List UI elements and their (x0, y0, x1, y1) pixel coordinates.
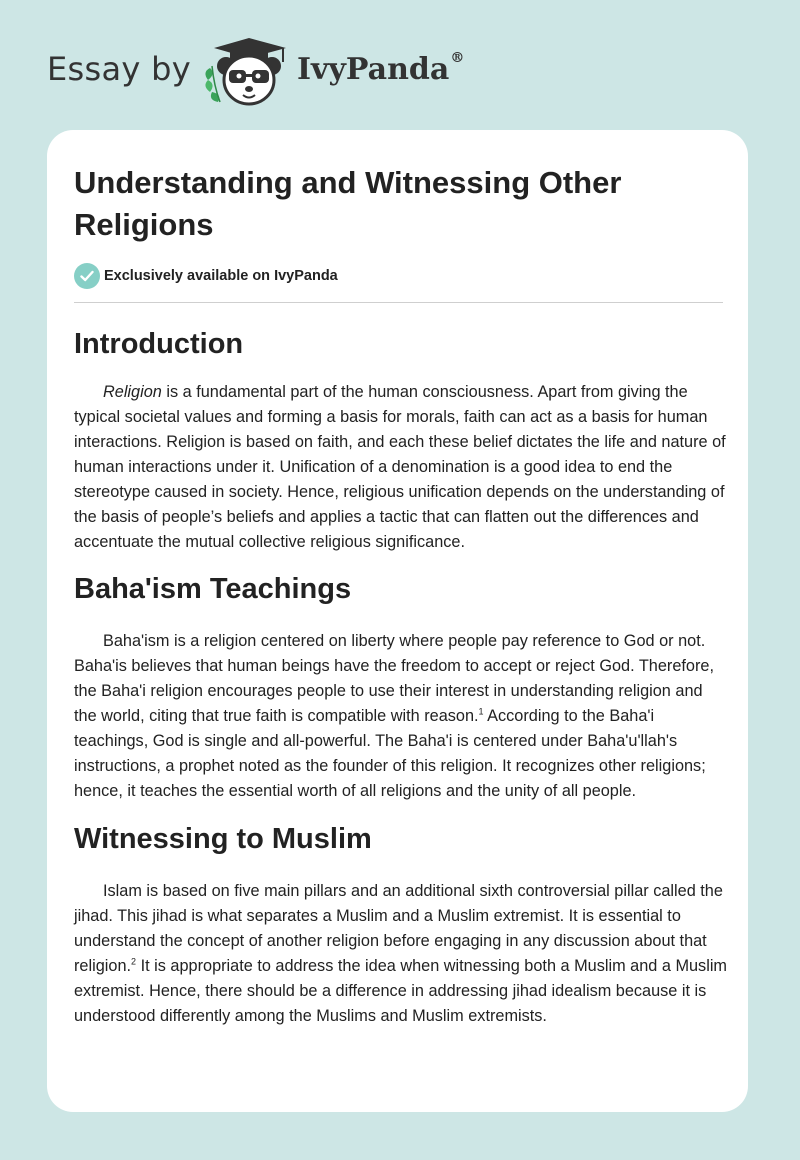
ivy-leaf-icon (205, 66, 220, 102)
section-heading: Introduction (74, 328, 244, 360)
section-heading: Baha'ism Teachings (74, 573, 352, 605)
section-witnessing-to-muslim (74, 821, 728, 1029)
section-introduction (74, 326, 728, 555)
article-card (47, 130, 748, 1112)
registered-mark: ® (450, 50, 465, 66)
section-paragraph (74, 380, 728, 555)
essay-by-label: Essay by (47, 50, 191, 88)
exclusive-badge (74, 263, 338, 289)
exclusive-label: Exclusively available on IvyPanda (104, 268, 338, 284)
article-title: Understanding and Witnessing Other Religions (74, 165, 622, 242)
section-heading: Witnessing to Muslim (74, 823, 372, 855)
paragraph-text: is a fundamental part of the human consciousness. Apart from giving the typical societal values and forming a basis for morals, faith can act as a basis for human interactions. Religion is based on faith, and each these belief dictates the life and nature of human interactions under it. Unification of a denomination is a good idea to end the stereotype caused in society. Hence, religious unification depends on the understanding of the basis of people’s beliefs and applies a tactic that can flatten out the differences and accentuate the mutual collective religious significance. (74, 383, 726, 551)
brand-name[interactable] (297, 52, 464, 87)
paragraph-text: Baha'ism is a religion centered on liberty where people pay reference to God or not. Baha'is believes that human beings have the freedom to accept or reject God. Therefore, the Baha'i religion encourages people to use their interest in understanding religion and the world, citing that true faith is compatible with reason. (74, 632, 714, 725)
site-header (47, 36, 547, 106)
brand-label: IvyPanda (297, 52, 450, 87)
panda-graduate-icon[interactable] (200, 36, 295, 108)
title-divider (74, 302, 723, 303)
section-paragraph (74, 879, 728, 1029)
section-paragraph (74, 629, 728, 804)
footnote-ref[interactable]: 1 (478, 706, 484, 717)
emphasis-term: Religion (103, 383, 162, 401)
paragraph-text: Islam is based on five main pillars and an additional sixth controversial pillar called the jihad. This jihad is what separates a Muslim and a Muslim extremist. It is essential to understand the concept of another religion before engaging in any discussion about that religion. (74, 882, 723, 975)
footnote-ref[interactable]: 2 (131, 956, 137, 967)
check-icon (74, 263, 100, 289)
section-bahaism-teachings (74, 571, 728, 804)
article-body (74, 320, 728, 1029)
paragraph-text: According to the Baha'i teachings, God is single and all-powerful. The Baha'i is centered under Baha'u'llah's instructions, a prophet noted as the founder of this religion. It recognizes other religions; hence, it teaches the essential worth of all religions and the unity of all people. (74, 707, 706, 800)
paragraph-text: It is appropriate to address the idea when witnessing both a Muslim and a Muslim extremist. Hence, there should be a difference in addressing jihad idealism because it is understood differently among the Muslims and Muslim extremists. (74, 957, 727, 1025)
